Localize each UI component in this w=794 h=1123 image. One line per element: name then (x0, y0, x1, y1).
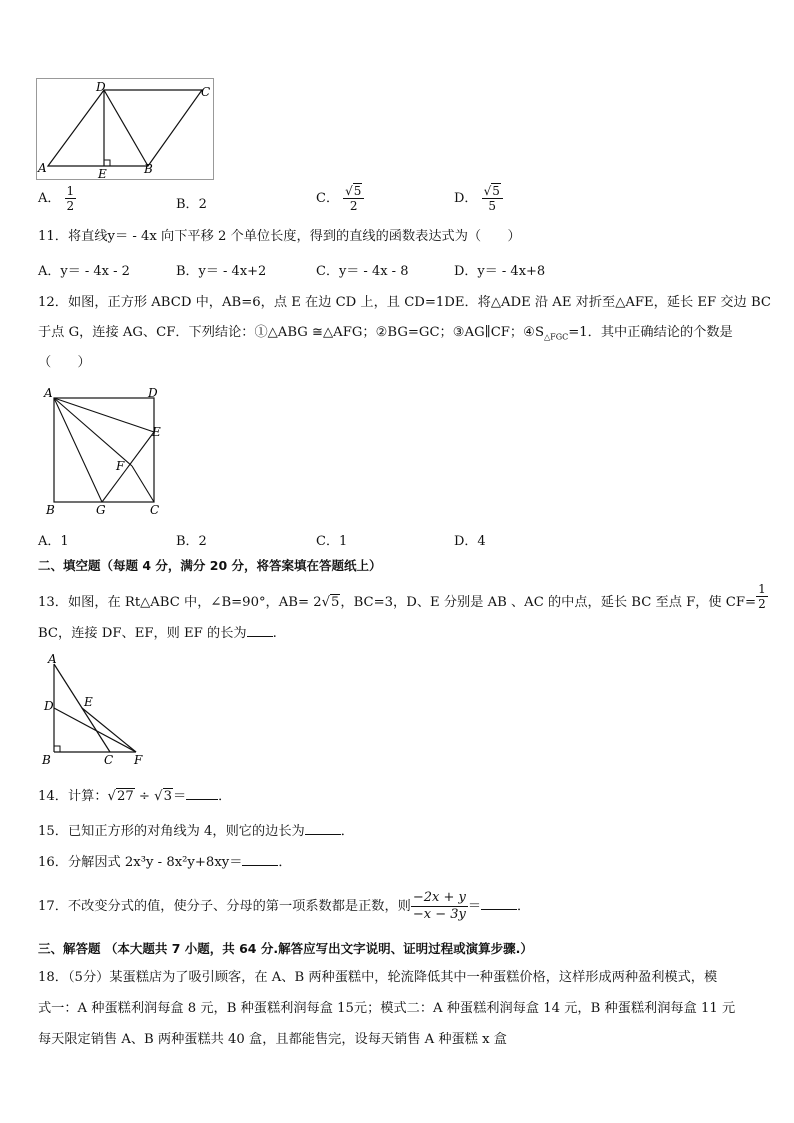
q12-line2: 于点 G，连接 AG、CF．下列结论：①△ABG ≅△AFG；②BG=GC；③AG∥CF；$④S_{\triangle FGC}=1$．其中正确结论的个数是 (38, 325, 733, 342)
q12-line1: 12．如图，正方形 ABCD 中，AB=6，点 E 在边 CD 上，且 CD=1DE．将△ADE 沿 AE 对折至△AFE，延长 EF 交边 BC (38, 295, 771, 310)
q11-option-d: D．y＝ - 4x+8 (454, 264, 546, 279)
q17: 17．不改变分式的值，使分子、分母的第一项系数都是正数，则 $\frac{-2x + y}{-x - 3y}$ ＝ ． (38, 890, 531, 922)
fig13-label-b: B (42, 753, 51, 767)
q11-option-c: C．y＝ - 4x - 8 (316, 264, 409, 279)
q16: 16．分解因式 2x³y - 8x²y+8xy＝ ． (38, 855, 292, 870)
fig10-label-c: C (201, 85, 211, 99)
q18-line1: 18．（5分）某蛋糕店为了吸引顾客，在 A、B 两种蛋糕中，轮流降低其中一种蛋糕价格，这样形成两种盈利模式，模 (38, 970, 718, 985)
q18-line2: 式一：A 种蛋糕利润每盒 8 元，B 种蛋糕利润每盒 15元；模式二：A 种蛋糕利润每盒 14 元，B 种蛋糕利润每盒 11 元 (38, 1001, 736, 1016)
parallelogram-figure (36, 78, 214, 180)
q12-option-a: A．1 (38, 534, 69, 549)
q14-answer-blank[interactable] (186, 787, 218, 800)
q11-option-a: A．y＝ - 4x - 2 (38, 264, 130, 279)
fig10-label-b: B (144, 162, 153, 176)
q13-answer-blank[interactable] (247, 624, 273, 637)
q16-answer-blank[interactable] (242, 853, 278, 866)
q10-option-b: B．2 (176, 197, 207, 212)
fig12-label-f: F (116, 459, 125, 473)
q13-line2: BC，连接 DF、EF，则 EF 的长为 . (38, 626, 277, 641)
right-triangle-figure (40, 652, 152, 768)
section-2-heading: 二、填空题（每题 4 分，满分 20 分，将答案填在答题纸上） (38, 558, 382, 573)
q18-line3: 每天限定销售 A、B 两种蛋糕共 40 盒，且都能售完，设每天销售 A 种蛋糕 x 盒 (38, 1032, 507, 1047)
q15: 15．已知正方形的对角线为 4，则它的边长为 ． (38, 824, 354, 839)
q10-option-c: C． $\frac{√5}{2}$ (316, 184, 364, 213)
fig12-label-b: B (46, 503, 55, 517)
q12-option-d: D．4 (454, 534, 486, 549)
q11-stem: 11．将直线y＝ - 4x 向下平移 2 个单位长度，得到的直线的函数表达式为（ ） (38, 229, 521, 244)
q11-option-b: B．y＝ - 4x+2 (176, 264, 267, 279)
section-3-heading: 三、解答题 （本大题共 7 小题，共 64 分.解答应写出文字说明、证明过程或演算步骤.） (38, 941, 533, 956)
fig12-label-a: A (44, 386, 53, 400)
q14: 14．计算：√27 ÷ √3＝ ． (38, 789, 232, 804)
fig10-label-a: A (38, 161, 47, 175)
fig10-label-d: D (96, 80, 106, 94)
fig12-label-c: C (150, 503, 160, 517)
q12-line3: （ ） (38, 355, 91, 370)
fig12-label-e: E (152, 425, 161, 439)
fig12-label-g: G (96, 503, 106, 517)
fig10-label-e: E (98, 167, 107, 180)
q15-answer-blank[interactable] (305, 822, 341, 835)
q13-line1: 13．如图，在 Rt△ABC 中，∠B=90°，AB= 2√5，BC=3，D、E 分别是 AB 、AC 的中点，延长 BC 至点 F，使 CF= $\frac{1}{2}$ (38, 582, 766, 611)
q12-option-c: C．1 (316, 534, 348, 549)
fig13-label-f: F (134, 753, 143, 767)
q12-option-b: B．2 (176, 534, 207, 549)
fig12-label-d: D (148, 386, 158, 400)
fig13-label-d: D (44, 699, 54, 713)
q10-option-a: A． $\frac{1}{2}$ (38, 184, 75, 213)
q10-option-d: D． $\frac{√5}{5}$ (454, 184, 503, 213)
fig13-label-e: E (84, 695, 93, 709)
q17-answer-blank[interactable] (481, 897, 517, 910)
fig13-label-a: A (48, 652, 57, 666)
fig13-label-c: C (104, 753, 114, 767)
square-figure (40, 384, 170, 518)
